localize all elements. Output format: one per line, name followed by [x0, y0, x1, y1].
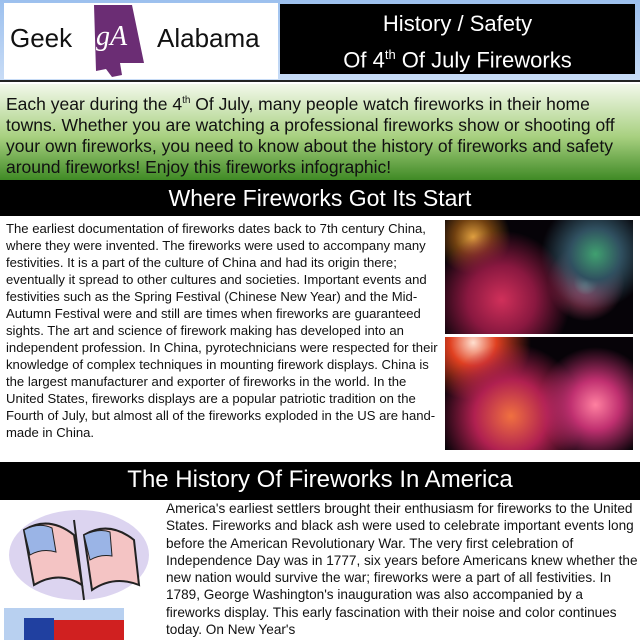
section-heading-start: Where Fireworks Got Its Start — [0, 180, 640, 216]
intro-sup: th — [182, 95, 191, 106]
intro-post: Of July, many people watch fireworks in their home towns. Whether you are watching a professional fireworks show or shooting off your own fireworks, you need to know about the history of fireworks and safety around fireworks! Enjoy this fireworks infographic! — [6, 93, 615, 177]
section-start-text: The earliest documentation of fireworks dates back to 7th century China, where they were invented. The fireworks were used to accompany many festivities. It is a part of the culture of China and had its origin there; eventually it spread to other cultures and societies. Important events and festivities such as the Spring Festival (Chinese New Year) and the Mid-Autumn Festival were and still are times when fireworks are guaranteed sights. The art and science of firework making has developed into an independent profession. In China, pyrotechnicians were respected for their knowledge of complex techniques in mounting firework displays. China is the largest manufacturer and exporter of fireworks in the world. In the United States, fireworks displays are a popular patriotic tradition on the Fourth of July, but almost all of the fireworks exploded in the US are hand-made in China. — [6, 221, 438, 440]
fireworks-photo-1 — [445, 220, 633, 334]
title-post: Of July Fireworks — [395, 47, 572, 73]
logo-geek: Geek — [10, 23, 73, 53]
page-title — [280, 4, 635, 74]
title-sup: th — [384, 47, 396, 62]
intro-text — [0, 84, 640, 180]
logo-alabama: Alabama — [157, 23, 260, 53]
intro-pre: Each year during the 4 — [6, 93, 183, 114]
geek-alabama-logo — [4, 3, 278, 79]
logo-mark: gA — [96, 21, 128, 52]
section-america-text: America's earliest settlers brought their enthusiasm for fireworks to the United States. Fireworks and black ash were used to celebrate important events long before the American Revolutionary War. The very first celebration of Independence Day was in 1777, six years before Americans knew whether the new nation would survive the war; fireworks were a part of all festivities. In 1789, George Washington's inauguration was also accompanied by a fireworks display. This early fascination with their noise and color continues today. On New Year's — [166, 501, 638, 638]
fireworks-photo-2 — [445, 337, 633, 450]
header — [0, 0, 640, 82]
flags-clipart-icon — [4, 500, 162, 640]
title-line-2 — [280, 39, 635, 75]
title-line-1: History / Safety — [382, 11, 533, 36]
section-heading-america: The History Of Fireworks In America — [0, 462, 640, 500]
title-pre: Of 4 — [343, 47, 385, 73]
